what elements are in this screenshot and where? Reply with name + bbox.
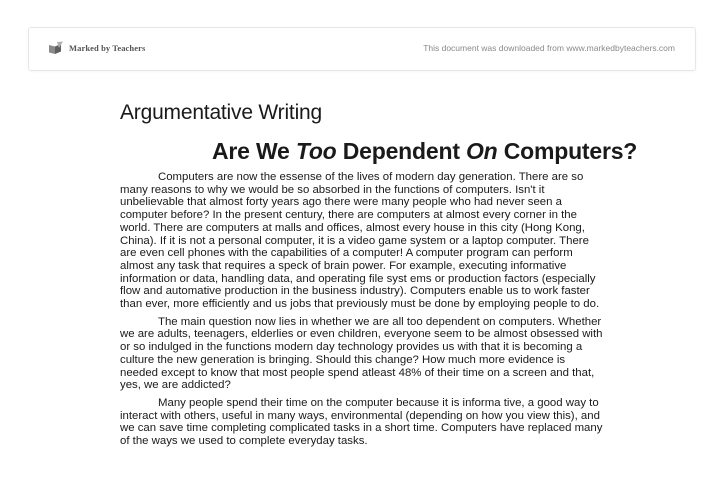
- document-title: Argumentative Writing: [120, 101, 322, 124]
- paragraph-1: Computers are now the essense of the lives of modern day generation. There are so many reasons to why we would be so absorbed in the functions of computers. Isn't it unbelievable that almost forty years ago there were many people who had never seen a computer before? In the present century, there are computers at almost every corner in the world. There are computers at malls and offices, almost every house in this city (Hong Kong, China). If it is not a personal computer, it is a video game system or a laptop computer. There are even cell phones with the capabilities of a computer! A computer program can perform almost any task that requires a speck of brain power. For example, executing informative information or data, handling data, and operating file syst ems or production factors (especially flow and automative production in the business industry). Computers enable us to work faster than ever, more efficiently and us jobs that previously must be done by employing people to do.: [120, 171, 600, 311]
- heading-part: Are We: [212, 138, 296, 164]
- brand-name: Marked by Teachers: [69, 43, 146, 53]
- heading-emphasis-on: On: [465, 138, 498, 164]
- heading-part: Depend: [336, 138, 426, 164]
- document-body: [120, 171, 606, 453]
- paragraph-2: The main question now lies in whether we are all too dependent on computers. Whether we are adults, teenagers, elderlies or even children, everyone seem to be almost obsessed with or so indulged in the functions modern day technology provides us with that it is becoming a culture the new generation is bringing. Should this change? How much more evidence is needed except to know that most people spend atleast 48% of their time on a screen and that, yes, we are addicted?: [120, 315, 603, 392]
- heading-part: Com: [497, 138, 555, 164]
- heading-emphasis-too: Too: [295, 138, 337, 164]
- paragraph-3: Many people spend their time on the computer because it is informa tive, a good way to interact with others, useful in many ways, environmental (depending on how you view this), and we can save time completing complicated tasks in a short time. Computers have replaced many of the ways we used to complete everyday tasks.: [120, 396, 603, 448]
- heading-part: ent: [425, 138, 466, 164]
- heading-part: puters?: [554, 138, 638, 164]
- download-note: This document was downloaded from www.markedbyteachers.com: [423, 43, 675, 53]
- document-heading: [212, 138, 637, 165]
